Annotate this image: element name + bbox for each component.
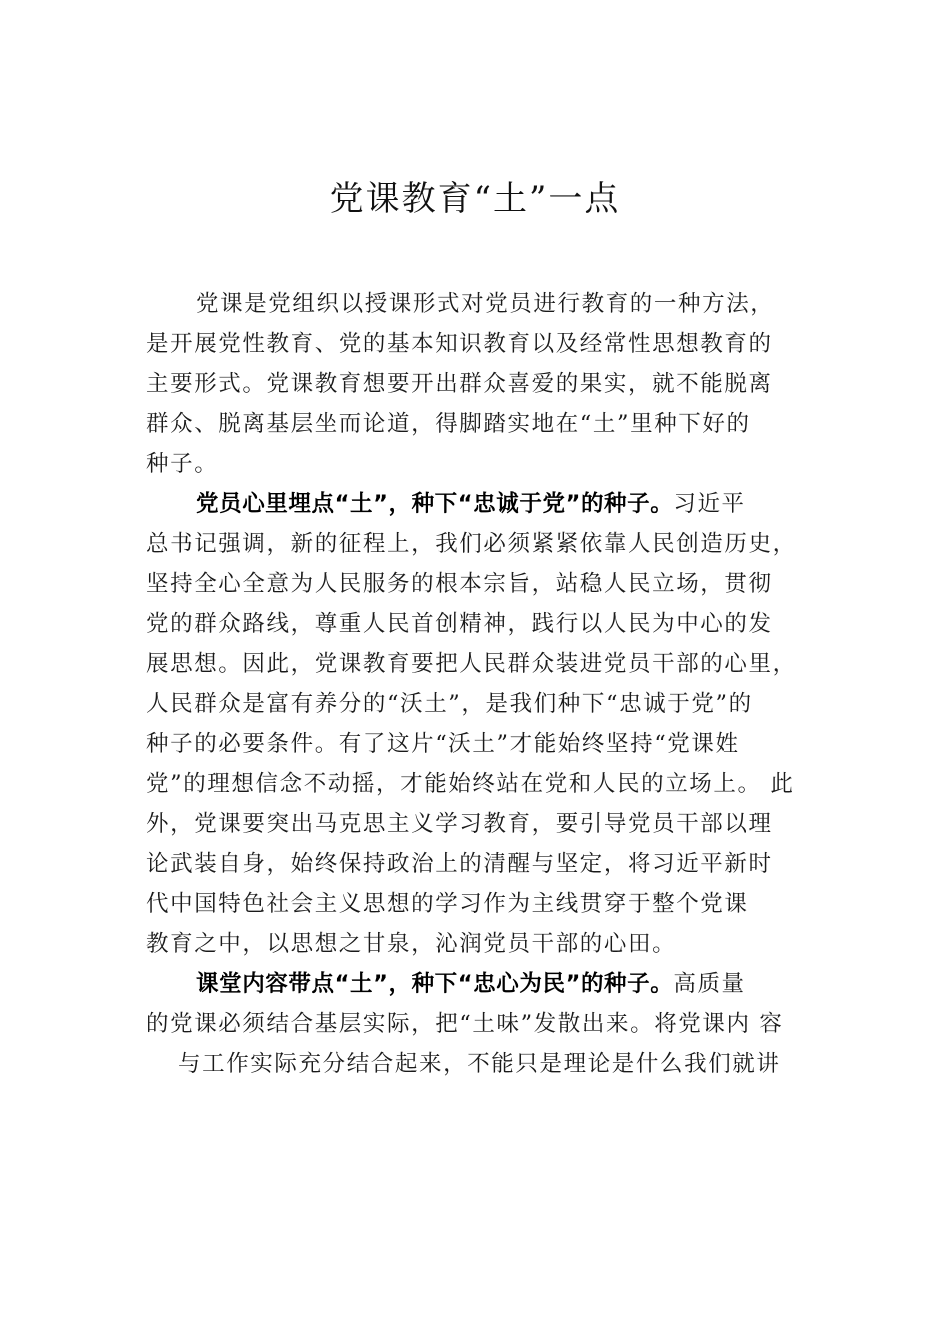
text-line: 主要形式。党课教育想要开出群众喜爱的果实，就不能脱离 [146,371,773,397]
text-line: 展思想。因此，党课教育要把人民群众装进党员干部的心里， [146,651,797,677]
section-heading: 课堂内容带点“土”，种下“忠心为民”的种子。 [196,971,674,997]
text-line: 是开展党性教育、党的基本知识教育以及经常性思想教育的 [146,331,773,357]
text-line: 种子。 [146,451,219,477]
text-span: 习近平 [673,491,746,517]
section-heading: 党员心里埋点“土”，种下“忠诚于党”的种子。 [196,491,674,517]
text-line: 党”的理想信念不动摇，才能始终站在党和人民的立场上。 此 [146,771,795,797]
paragraph-first-line [196,967,746,1001]
text-line: 外，党课要突出马克思主义学习教育，要引导党员干部以理 [146,811,773,837]
text-line: 与工作实际充分结合起来，不能只是理论是什么我们就讲 [178,1051,781,1077]
text-line: 党课是党组织以授课形式对党员进行教育的一种方法， [196,291,775,317]
text-line: 群众、脱离基层坐而论道，得脚踏实地在“土”里种下好的 [146,411,751,437]
text-line: 人民群众是富有养分的“沃土”，是我们种下“忠诚于党”的 [146,691,753,717]
text-line: 坚持全心全意为人民服务的根本宗旨，站稳人民立场，贯彻 [146,571,773,597]
text-line: 论武装自身，始终保持政治上的清醒与坚定，将习近平新时 [146,851,773,877]
text-line: 代中国特色社会主义思想的学习作为主线贯穿于整个党课 [146,891,749,917]
text-line: 总书记强调，新的征程上，我们必须紧紧依靠人民创造历史， [146,531,797,557]
document-title: 党课教育“土”一点 [329,179,621,219]
text-span: 高质量 [673,971,746,997]
text-line: 的党课必须结合基层实际，把“土味”发散出来。将党课内 容 [146,1011,784,1037]
text-line: 教育之中，以思想之甘泉，沁润党员干部的心田。 [146,931,677,957]
text-line: 种子的必要条件。有了这片“沃土”才能始终坚持“党课姓 [146,731,740,757]
paragraph-first-line [196,487,746,521]
text-line: 党的群众路线，尊重人民首创精神，践行以人民为中心的发 [146,611,773,637]
